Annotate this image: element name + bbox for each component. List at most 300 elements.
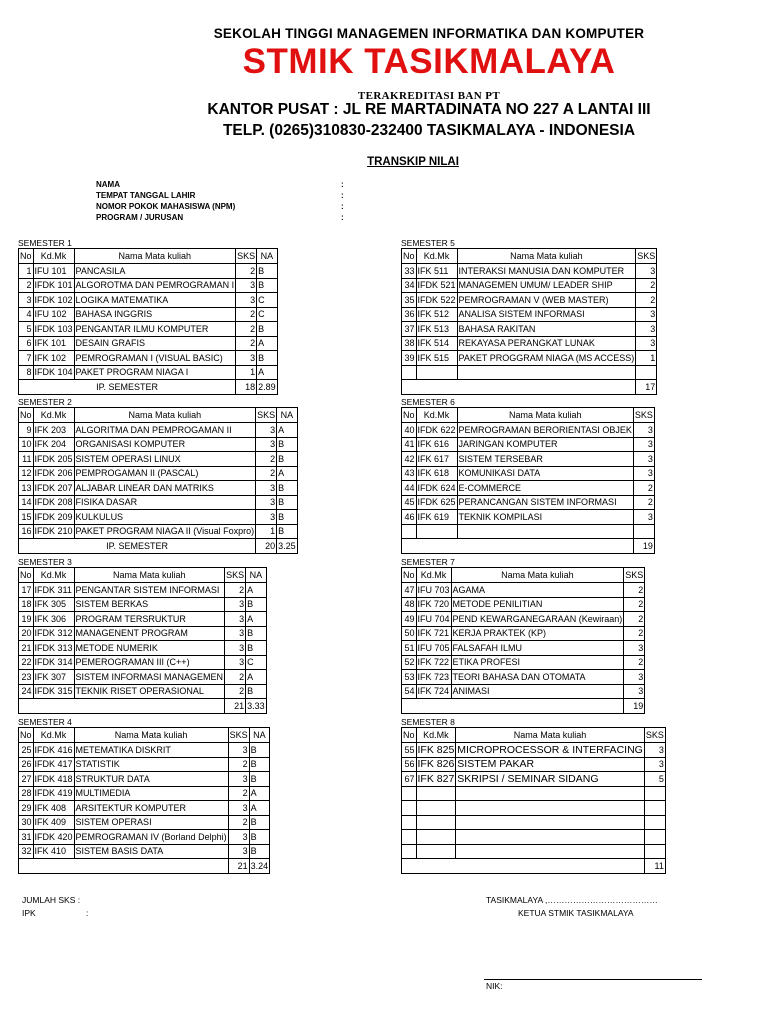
table-row xyxy=(402,684,645,699)
course-name: SISTEM OPERASI xyxy=(74,815,228,830)
table-row xyxy=(19,495,298,510)
table-header-row xyxy=(402,568,645,583)
course-grade: B xyxy=(257,322,278,337)
table-row xyxy=(402,510,655,525)
course-name: PEMEROGRAMAN III (C++) xyxy=(74,655,225,670)
col-header-sks: SKS xyxy=(256,408,277,423)
table-row xyxy=(402,452,655,467)
course-table xyxy=(401,248,657,395)
col-header-sks: SKS xyxy=(225,568,246,583)
semester-total-spacer xyxy=(402,859,645,874)
course-sks xyxy=(633,524,654,539)
course-sks: 3 xyxy=(228,772,249,787)
table-row xyxy=(19,264,278,279)
course-name: INTERAKSI MANUSIA DAN KOMPUTER xyxy=(457,264,636,279)
col-header-code: Kd.Mk xyxy=(33,728,74,743)
table-row xyxy=(19,466,298,481)
course-name: ARSITEKTUR KOMPUTER xyxy=(74,801,228,816)
course-name: TEKNIK KOMPILASI xyxy=(457,510,633,525)
course-code: IFDK 418 xyxy=(33,772,74,787)
semester-total-spacer xyxy=(402,699,624,714)
course-sks: 3 xyxy=(228,801,249,816)
semester-label: SEMESTER 5 xyxy=(401,238,455,248)
course-sks: 3 xyxy=(256,437,277,452)
ipk-label: IPK xyxy=(22,908,36,918)
table-row xyxy=(402,481,655,496)
table-row xyxy=(19,293,278,308)
course-name xyxy=(456,786,645,801)
field-label: NAMA xyxy=(96,180,120,189)
course-code: IFK 101 xyxy=(33,336,74,351)
course-no: 46 xyxy=(402,510,417,525)
course-code: IFDK 314 xyxy=(33,655,74,670)
course-no: 26 xyxy=(19,757,34,772)
course-name: MANAGEMEN UMUM/ LEADER SHIP xyxy=(457,278,636,293)
signature-place-date: TASIKMALAYA ,………………………………… xyxy=(486,895,658,905)
course-grade: B xyxy=(249,830,270,845)
col-header-code: Kd.Mk xyxy=(416,568,451,583)
course-name: PAKET PROGGRAM NIAGA (MS ACCESS) xyxy=(457,351,636,366)
semester-total-row xyxy=(402,699,645,714)
col-header-no: No xyxy=(19,568,34,583)
course-grade: B xyxy=(277,510,298,525)
course-sks: 3 xyxy=(236,278,257,293)
course-sks: 3 xyxy=(236,351,257,366)
course-sks: 1 xyxy=(236,365,257,380)
course-code: IFK 514 xyxy=(416,336,457,351)
table-row xyxy=(402,351,657,366)
ip-semester-label xyxy=(19,699,225,714)
course-grade: A xyxy=(277,423,298,438)
course-no xyxy=(402,801,417,816)
course-grade: A xyxy=(249,801,270,816)
course-sks: 2 xyxy=(225,670,246,685)
course-no: 16 xyxy=(19,524,34,539)
course-name: TEORI BAHASA DAN OTOMATA xyxy=(451,670,624,685)
table-row xyxy=(402,524,655,539)
course-sks: 3 xyxy=(225,612,246,627)
col-header-code: Kd.Mk xyxy=(33,568,74,583)
course-name: MANAGENENT PROGRAM xyxy=(74,626,225,641)
address: KANTOR PUSAT : JL RE MARTADINATA NO 227 A LANTAI III xyxy=(207,101,651,118)
course-name xyxy=(457,524,633,539)
course-grade: B xyxy=(246,641,267,656)
course-name: SISTEM BERKAS xyxy=(74,597,225,612)
table-row xyxy=(402,597,645,612)
course-sks: 3 xyxy=(228,743,249,758)
col-header-no: No xyxy=(19,728,34,743)
course-code xyxy=(416,815,456,830)
course-name xyxy=(456,844,645,859)
course-code: IFK 616 xyxy=(416,437,457,452)
course-name: MULTIMEDIA xyxy=(74,786,228,801)
table-row xyxy=(402,830,666,845)
course-code: IFK 619 xyxy=(416,510,457,525)
course-code: IFK 826 xyxy=(417,758,455,771)
course-no: 1 xyxy=(19,264,34,279)
course-name: BAHASA RAKITAN xyxy=(457,322,636,337)
course-grade: A xyxy=(277,466,298,481)
course-no: 39 xyxy=(402,351,417,366)
course-grade: C xyxy=(257,293,278,308)
table-row xyxy=(19,670,267,685)
course-no: 44 xyxy=(402,481,417,496)
table-row xyxy=(19,815,270,830)
course-name: SISTEM OPERASI LINUX xyxy=(74,452,256,467)
table-row xyxy=(402,423,655,438)
course-no xyxy=(402,786,417,801)
table-row xyxy=(402,293,657,308)
course-sks: 3 xyxy=(256,481,277,496)
table-row xyxy=(19,423,298,438)
course-no: 36 xyxy=(402,307,417,322)
course-grade: B xyxy=(257,351,278,366)
course-code: IFDK 420 xyxy=(33,830,74,845)
semester-total-sks: 21 xyxy=(228,859,249,874)
course-sks: 3 xyxy=(225,641,246,656)
semester-total-sks: 11 xyxy=(644,859,665,874)
course-code: IFDK 313 xyxy=(33,641,74,656)
semester-total-row xyxy=(19,699,267,714)
table-row xyxy=(402,437,655,452)
course-code: IFDK 315 xyxy=(33,684,74,699)
table-row xyxy=(19,524,298,539)
course-sks: 3 xyxy=(644,743,665,758)
table-header-row xyxy=(19,568,267,583)
course-no xyxy=(402,815,417,830)
table-row xyxy=(19,510,298,525)
table-row xyxy=(19,757,270,772)
course-sks xyxy=(644,844,665,859)
course-no: 45 xyxy=(402,495,417,510)
semester-total-spacer xyxy=(402,539,634,554)
course-no: 18 xyxy=(19,597,34,612)
course-no: 2 xyxy=(19,278,34,293)
course-code: IFK 513 xyxy=(416,322,457,337)
table-row xyxy=(402,336,657,351)
table-row xyxy=(402,815,666,830)
course-grade: B xyxy=(277,524,298,539)
course-name: SISTEM PAKAR xyxy=(456,757,645,772)
col-header-na: NA xyxy=(257,249,278,264)
course-code: IFK 721 xyxy=(416,626,451,641)
table-row xyxy=(19,437,298,452)
course-code: IFK 511 xyxy=(416,264,457,279)
course-sks: 2 xyxy=(624,583,645,598)
course-sks: 2 xyxy=(633,481,654,496)
course-grade: B xyxy=(257,278,278,293)
course-sks: 2 xyxy=(228,757,249,772)
document-title-text: TRANSKIP NILAI xyxy=(367,156,459,168)
course-code: IFU 101 xyxy=(33,264,74,279)
course-name: SKRIPSI / SEMINAR SIDANG xyxy=(456,772,645,787)
course-code: IFK 825 xyxy=(417,743,455,756)
col-header-sks: SKS xyxy=(236,249,257,264)
course-code: IFK 307 xyxy=(33,670,74,685)
course-name: ALGORITMA DAN PEMPROGAMAN II xyxy=(74,423,256,438)
field-label: TEMPAT TANGGAL LAHIR xyxy=(96,191,196,200)
course-grade: B xyxy=(257,264,278,279)
course-no: 23 xyxy=(19,670,34,685)
course-grade: B xyxy=(249,772,270,787)
col-header-name: Nama Mata kuliah xyxy=(456,728,645,743)
table-row xyxy=(19,801,270,816)
course-no: 48 xyxy=(402,597,417,612)
table-row xyxy=(19,351,278,366)
course-name: PEMROGRAMAN I (VISUAL BASIC) xyxy=(74,351,236,366)
course-code: IFDK 622 xyxy=(416,423,457,438)
table-row xyxy=(402,466,655,481)
col-header-code: Kd.Mk xyxy=(416,408,457,423)
semester-label: SEMESTER 8 xyxy=(401,717,455,727)
semester-label: SEMESTER 4 xyxy=(18,717,72,727)
course-no: 7 xyxy=(19,351,34,366)
course-sks: 3 xyxy=(228,830,249,845)
course-grade: B xyxy=(249,743,270,758)
course-name: PEMROGRAMAN V (WEB MASTER) xyxy=(457,293,636,308)
course-name: ALGOROTMA DAN PEMROGRAMAN I xyxy=(74,278,236,293)
table-row xyxy=(19,307,278,322)
course-code: IFDK 207 xyxy=(33,481,74,496)
course-name: ALJABAR LINEAR DAN MATRIKS xyxy=(74,481,256,496)
course-code: IFK 305 xyxy=(33,597,74,612)
course-no: 47 xyxy=(402,583,417,598)
course-code: IFK 722 xyxy=(416,655,451,670)
course-sks: 2 xyxy=(624,626,645,641)
course-no: 29 xyxy=(19,801,34,816)
course-no: 52 xyxy=(402,655,417,670)
course-table xyxy=(18,407,298,554)
course-code: IFK 723 xyxy=(416,670,451,685)
course-no: 35 xyxy=(402,293,417,308)
course-no: 28 xyxy=(19,786,34,801)
course-code: IFU 704 xyxy=(416,612,451,627)
course-no xyxy=(402,844,417,859)
table-header-row xyxy=(402,408,655,423)
col-header-sks: SKS xyxy=(633,408,654,423)
col-header-name: Nama Mata kuliah xyxy=(74,249,236,264)
course-code: IFU 703 xyxy=(416,583,451,598)
course-code: IFK 203 xyxy=(33,423,74,438)
course-grade: B xyxy=(246,597,267,612)
semester-total-sks: 19 xyxy=(624,699,645,714)
course-code: IFK 515 xyxy=(416,351,457,366)
course-no: 9 xyxy=(19,423,34,438)
course-code: IFDK 209 xyxy=(33,510,74,525)
course-name xyxy=(456,830,645,845)
table-row xyxy=(402,757,666,772)
table-header-row xyxy=(402,728,666,743)
course-name: KULKULUS xyxy=(74,510,256,525)
field-label: PROGRAM / JURUSAN xyxy=(96,213,184,222)
col-header-code: Kd.Mk xyxy=(416,249,457,264)
col-header-no: No xyxy=(402,408,417,423)
course-grade: B xyxy=(249,757,270,772)
col-header-code: Kd.Mk xyxy=(33,249,74,264)
course-code xyxy=(416,786,456,801)
table-row xyxy=(19,365,278,380)
course-sks: 3 xyxy=(624,670,645,685)
table-row xyxy=(19,684,267,699)
semester-label: SEMESTER 2 xyxy=(18,397,72,407)
table-row xyxy=(402,786,666,801)
course-sks: 3 xyxy=(636,307,657,322)
table-row xyxy=(402,655,645,670)
table-header-row xyxy=(402,249,657,264)
course-code: IFDK 522 xyxy=(416,293,457,308)
course-sks: 3 xyxy=(624,684,645,699)
course-no: 50 xyxy=(402,626,417,641)
table-row xyxy=(402,626,645,641)
semester-label: SEMESTER 7 xyxy=(401,557,455,567)
semester-label: SEMESTER 1 xyxy=(18,238,72,248)
table-row xyxy=(19,830,270,845)
col-header-na: NA xyxy=(277,408,298,423)
course-sks: 2 xyxy=(236,264,257,279)
semester-total-row xyxy=(402,539,655,554)
course-name: METEMATIKA DISKRIT xyxy=(74,743,228,758)
course-no: 56 xyxy=(402,757,417,772)
course-no: 10 xyxy=(19,437,34,452)
col-header-no: No xyxy=(19,249,34,264)
course-name: FISIKA DASAR xyxy=(74,495,256,510)
course-grade: A xyxy=(246,670,267,685)
table-row xyxy=(19,278,278,293)
course-sks: 2 xyxy=(624,612,645,627)
course-no: 19 xyxy=(19,612,34,627)
course-no: 6 xyxy=(19,336,34,351)
course-grade: A xyxy=(246,612,267,627)
course-code xyxy=(416,801,456,816)
course-sks: 2 xyxy=(225,684,246,699)
course-sks: 3 xyxy=(256,495,277,510)
course-name: PENGANTAR ILMU KOMPUTER xyxy=(74,322,236,337)
col-header-sks: SKS xyxy=(644,728,665,743)
course-sks: 2 xyxy=(256,452,277,467)
course-sks: 1 xyxy=(256,524,277,539)
course-name: METODE NUMERIK xyxy=(74,641,225,656)
field-label: NOMOR POKOK MAHASISWA (NPM) xyxy=(96,202,236,211)
course-no: 3 xyxy=(19,293,34,308)
course-sks xyxy=(644,830,665,845)
course-sks: 2 xyxy=(236,307,257,322)
course-table xyxy=(18,567,267,714)
course-grade: B xyxy=(277,452,298,467)
course-name: DESAIN GRAFIS xyxy=(74,336,236,351)
course-code xyxy=(416,365,457,380)
course-sks: 2 xyxy=(228,815,249,830)
semester-total-row xyxy=(19,380,278,395)
course-no: 17 xyxy=(19,583,34,598)
course-no: 14 xyxy=(19,495,34,510)
course-sks: 2 xyxy=(636,278,657,293)
course-no xyxy=(402,524,417,539)
course-no xyxy=(402,830,417,845)
course-name: REKAYASA PERANGKAT LUNAK xyxy=(457,336,636,351)
table-row xyxy=(19,786,270,801)
table-header-row xyxy=(19,728,270,743)
course-sks: 3 xyxy=(225,626,246,641)
course-sks: 2 xyxy=(624,655,645,670)
course-sks: 2 xyxy=(225,583,246,598)
course-no: 12 xyxy=(19,466,34,481)
course-grade: B xyxy=(277,495,298,510)
course-grade: A xyxy=(246,583,267,598)
course-sks: 5 xyxy=(644,772,665,787)
table-row xyxy=(402,365,657,380)
semester-ip: 3.24 xyxy=(249,859,270,874)
course-code xyxy=(416,844,456,859)
table-row xyxy=(402,670,645,685)
course-sks: 3 xyxy=(228,844,249,859)
course-sks: 3 xyxy=(644,757,665,772)
table-row xyxy=(402,307,657,322)
course-grade: B xyxy=(277,437,298,452)
course-no: 37 xyxy=(402,322,417,337)
course-sks: 2 xyxy=(236,322,257,337)
table-row xyxy=(402,322,657,337)
course-name: E-COMMERCE xyxy=(457,481,633,496)
nik-label: NIK: xyxy=(486,981,503,991)
table-row xyxy=(19,322,278,337)
ip-semester-label: IP. SEMESTER xyxy=(19,380,236,395)
table-row xyxy=(19,772,270,787)
course-code: IFDK 625 xyxy=(416,495,457,510)
field-colon: : xyxy=(341,213,344,222)
course-no: 51 xyxy=(402,641,417,656)
course-no: 42 xyxy=(402,452,417,467)
course-name: PEND KEWARGANEGARAAN (Kewiraan) xyxy=(451,612,624,627)
course-no: 25 xyxy=(19,743,34,758)
table-row xyxy=(402,583,645,598)
course-name: MICROPROCESSOR & INTERFACING xyxy=(457,743,643,756)
col-header-sks: SKS xyxy=(636,249,657,264)
course-code: IFK 409 xyxy=(33,815,74,830)
course-name: JARINGAN KOMPUTER xyxy=(457,437,633,452)
course-code: IFDK 624 xyxy=(416,481,457,496)
course-code: IFU 102 xyxy=(33,307,74,322)
ip-semester-label xyxy=(19,859,229,874)
table-row xyxy=(402,641,645,656)
col-header-no: No xyxy=(402,728,417,743)
course-sks: 3 xyxy=(636,322,657,337)
course-table xyxy=(18,727,270,874)
course-name: STATISTIK xyxy=(74,757,228,772)
course-sks: 2 xyxy=(236,336,257,351)
table-row xyxy=(19,336,278,351)
table-row xyxy=(19,597,267,612)
course-code: IFK 618 xyxy=(416,466,457,481)
phone: TELP. (0265)310830-232400 TASIKMALAYA - INDONESIA xyxy=(222,122,636,139)
table-row xyxy=(19,844,270,859)
course-code: IFDK 521 xyxy=(416,278,457,293)
course-name: STRUKTUR DATA xyxy=(74,772,228,787)
table-row xyxy=(19,743,270,758)
course-code: IFK 720 xyxy=(416,597,451,612)
course-name: ORGANISASI KOMPUTER xyxy=(74,437,256,452)
course-grade: B xyxy=(277,481,298,496)
course-name: PANCASILA xyxy=(74,264,236,279)
col-header-code: Kd.Mk xyxy=(416,728,456,743)
course-grade: B xyxy=(246,626,267,641)
course-code: IFK 410 xyxy=(33,844,74,859)
course-name: PEMPROGAMAN II (PASCAL) xyxy=(74,466,256,481)
course-code: IFK 204 xyxy=(33,437,74,452)
course-no: 11 xyxy=(19,452,34,467)
course-name: PAKET PROGRAM NIAGA I xyxy=(74,365,236,380)
course-code: IFDK 101 xyxy=(33,278,74,293)
course-code: IFK 512 xyxy=(416,307,457,322)
